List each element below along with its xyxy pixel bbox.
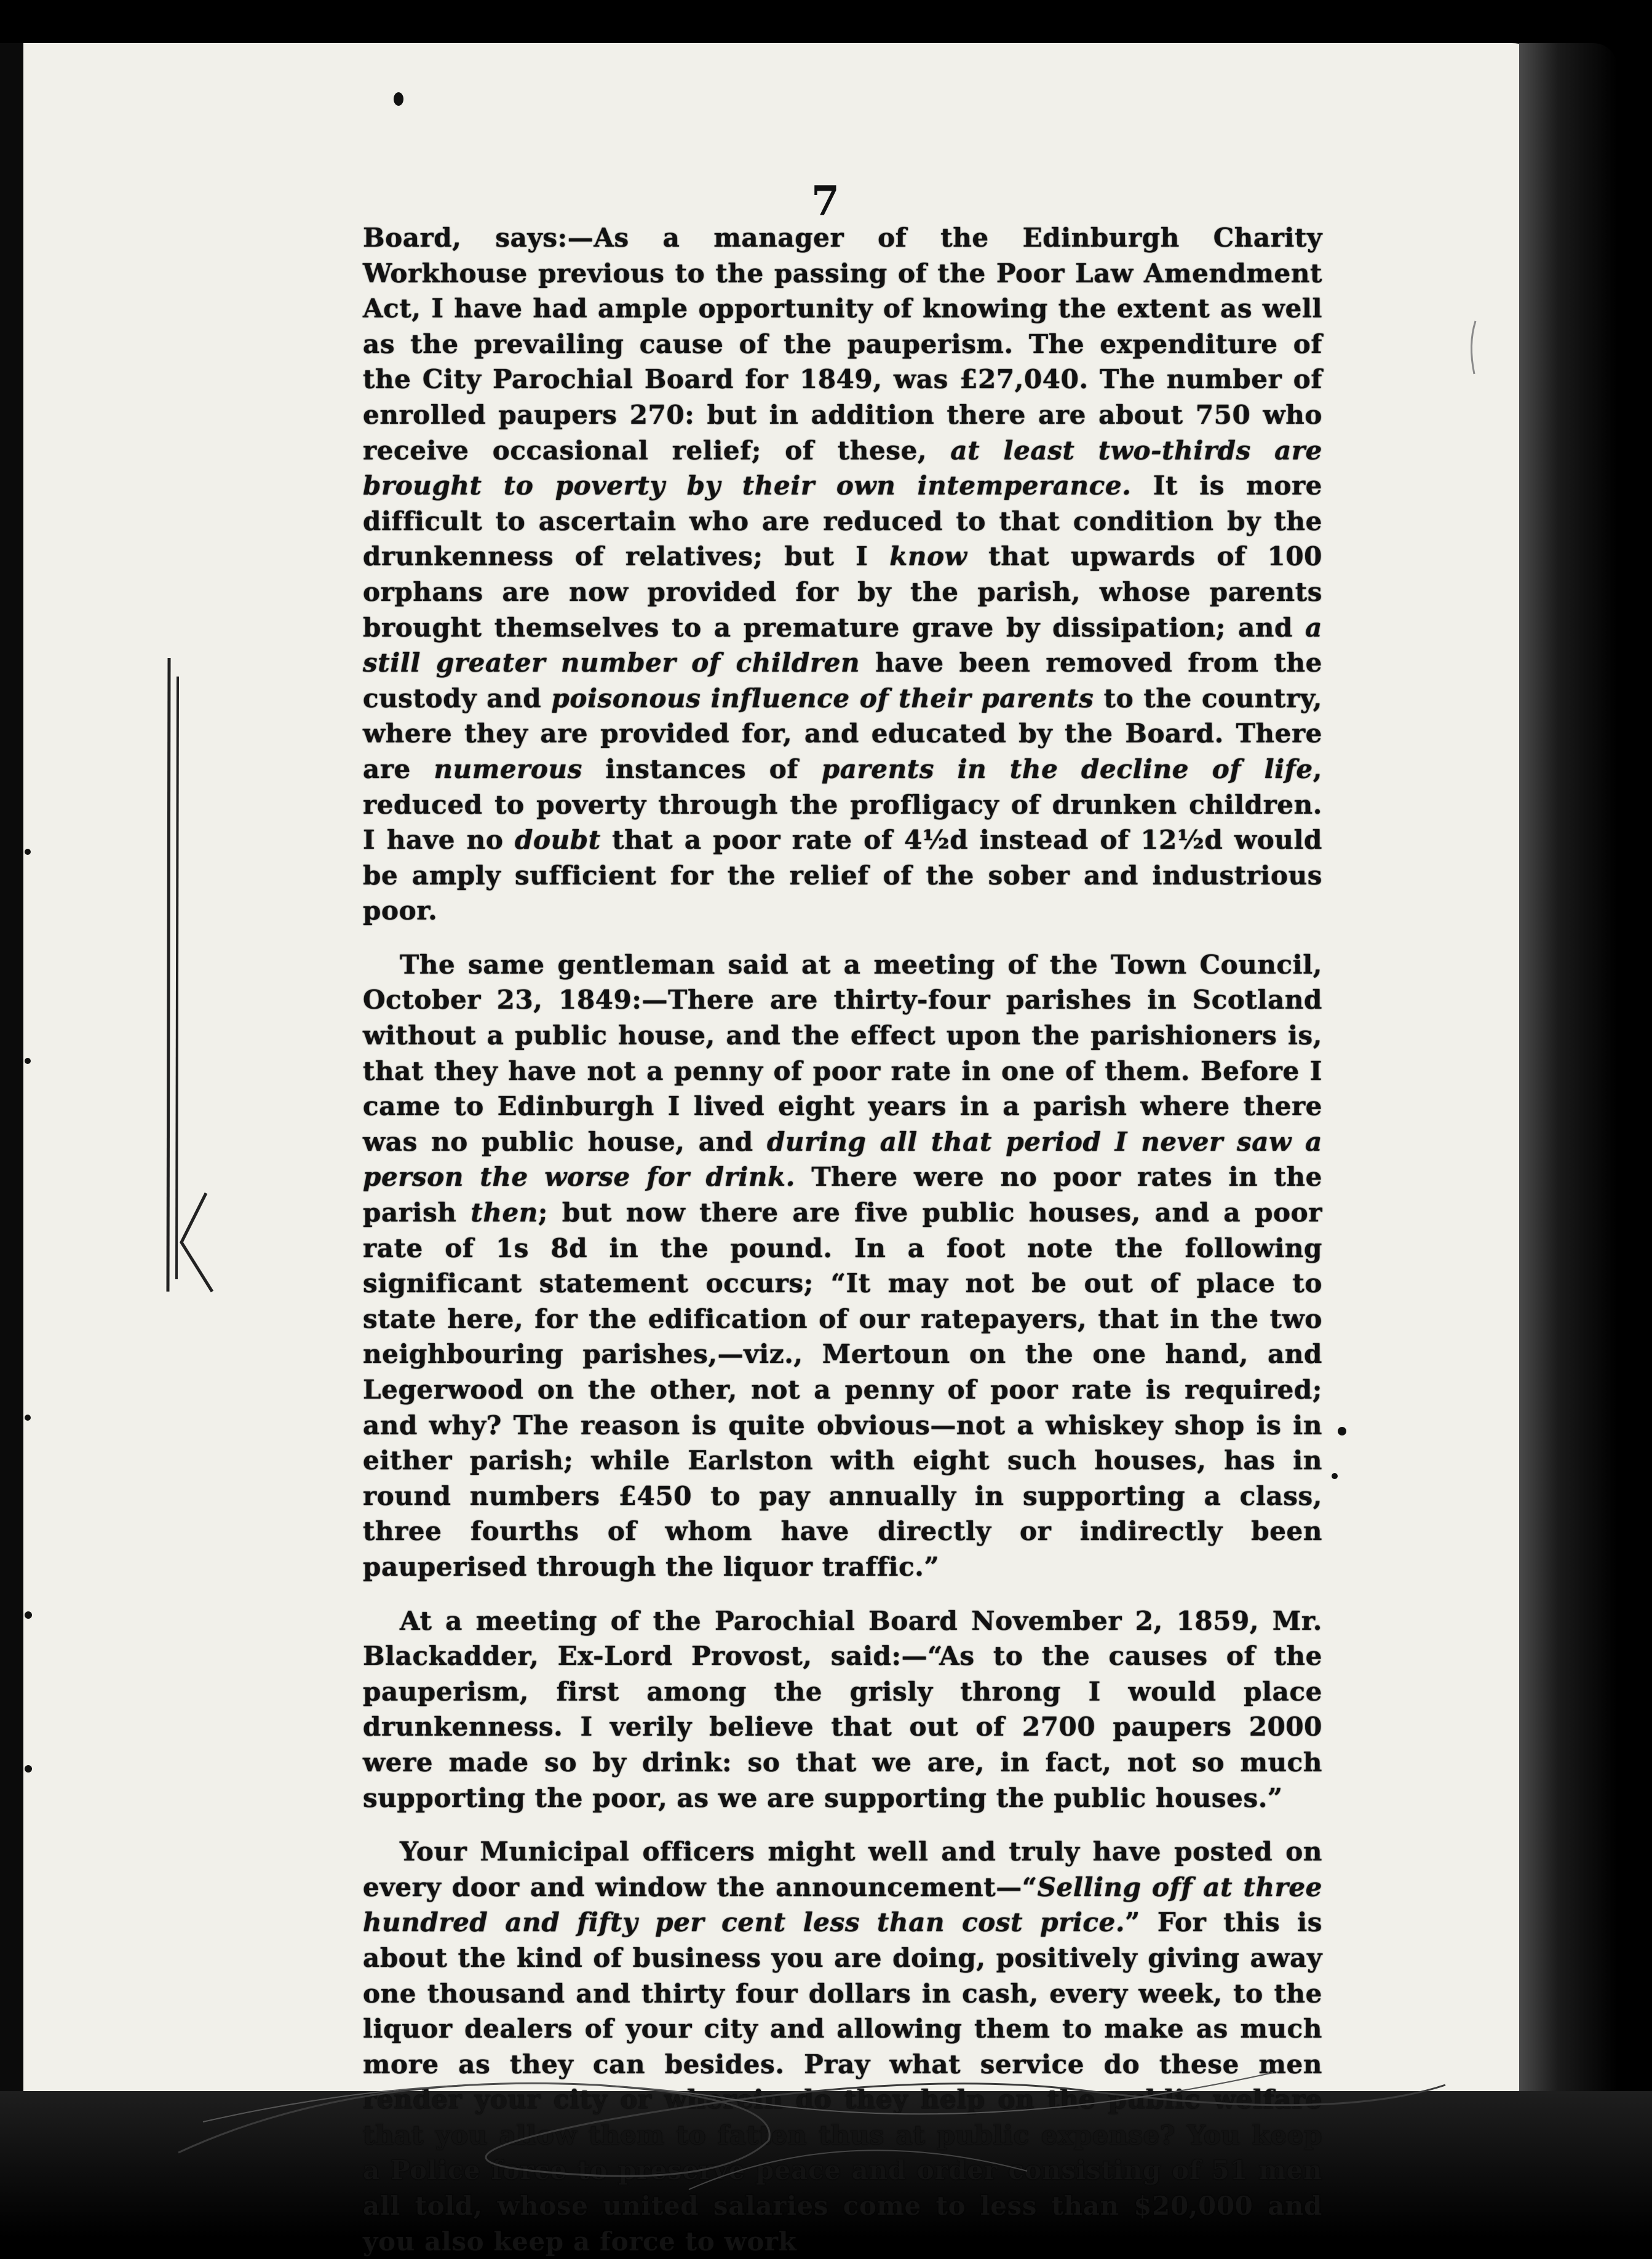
page-edge-shadow [1519,43,1618,2140]
page-number: 7 [811,177,840,225]
ink-speck [1338,1427,1346,1435]
text-run: Board, says:—As a manager of the Edinburgh Charity Workhouse previous to the passing of the Poor Law Amendment Act, I have had ample opportunity of knowing the extent as well as the prevailing cause of the pauperism. The expenditure of the City Parochial Board for 1849, was £27,040. The number of enrolled paupers 270: but in addition there are about 750 who receive occasional relief; of these, [363,223,1322,466]
italic-text-run: then [471,1197,538,1228]
paragraph [363,1603,1322,1816]
left-binding-edge [0,43,23,2140]
pencil-scribble [166,2048,1458,2196]
body-text [363,220,1322,2259]
ink-speck [25,849,31,855]
italic-text-run: Selling off at three hundred and fifty per cent less than cost price. [363,1872,1322,1938]
text-run: to the country, where they are provided for, and educated by the Board. There are [363,683,1322,784]
text-run: that a poor rate of 4½d instead of 12½d would be amply sufficient for the relief of the sober and industrious poor. [363,825,1322,926]
ink-speck [25,1058,31,1064]
text-run: The same gentleman said at a meeting of the Town Council, October 23, 1849:—There are thirty-four parishes in Scotland without a public house, and the effect upon the parishioners is, that they have not a penny of poor rate in one of them. Before I came to Edinburgh I lived eight years in a parish where there was no public house, and [363,949,1322,1157]
page-crease-mark [1467,320,1479,375]
text-run: ” For this is about the kind of business you are doing, positively giving away one thousand and thirty four dollars in cash, every week, to the liquor dealers of your city and allowing them to make as much more as they can besides. Pray what service do these men render your city or wherein do they help on the public welfare that you allow them to fatten thus at public expense? You keep a Police force to preserve peace and order consisting of 51 men all told, whose united salaries come to less than $20,000 and you also keep a force to work [363,1907,1322,2257]
italic-text-run: parents in the decline of life [821,753,1313,784]
text-run: Your Municipal officers might well and truly have posted on every door and window the announcement—“ [363,1836,1322,1902]
text-run: There were no poor rates in the parish [363,1162,1322,1228]
ink-speck [25,1765,32,1773]
text-run: have been removed from the custody and [363,648,1322,713]
text-run: ; but now there are five public houses, and a poor rate of 1s 8d in the pound. In a foot note the following significant statement occurs; “It may not be out of place to state here, for the edification of our ratepayers, that in the two neighbouring parishes,—viz., Mertoun on the one hand, and Legerwood on the other, not a penny of poor rate is required; and why? The reason is quite obvious—not a whiskey shop is in either parish; while Earlston with eight such houses, has in round numbers £450 to pay annually in supporting a class, three fourths of whom have directly or indirectly been pauperised through the liquor traffic.” [363,1197,1323,1582]
text-run: , reduced to poverty through the profligacy of drunken children. I have no [363,753,1322,856]
italic-text-run: doubt [515,825,601,856]
text-run: that upwards of 100 orphans are now provided for by the parish, whose parents brought themselves to a premature grave by dissipation; and [363,541,1322,643]
ink-speck [25,1415,31,1421]
italic-text-run: a still greater number of children [363,612,1322,678]
italic-text-run: poisonous influence of their parents [551,683,1094,713]
ink-speck [394,92,403,106]
text-run: At a meeting of the Parochial Board November 2, 1859, Mr. Blackadder, Ex-Lord Provost, said:—“As to the causes of the pauperism, first among the grisly throng I would place drunkenness. I verily believe that out of 2700 paupers 2000 were made so by drink: so that we are, in fact, not so much supporting the poor, as we are supporting the public houses.” [363,1605,1322,1813]
italic-text-run: know [889,541,967,572]
paragraph [363,220,1322,929]
ink-speck [1332,1473,1338,1479]
italic-text-run: at least two-thirds are brought to poverty by their own intemperance. [363,435,1322,501]
paragraph [363,947,1322,1585]
text-run: It is more difficult to ascertain who are reduced to that condition by the drunkenness of relatives; but I [363,470,1323,572]
margin-pencil-lines [157,652,231,1298]
italic-text-run: during all that period I never saw a person the worse for drink. [363,1126,1322,1193]
italic-text-run: numerous [434,753,582,784]
text-run: instances of [582,753,822,784]
ink-speck [25,1611,32,1619]
